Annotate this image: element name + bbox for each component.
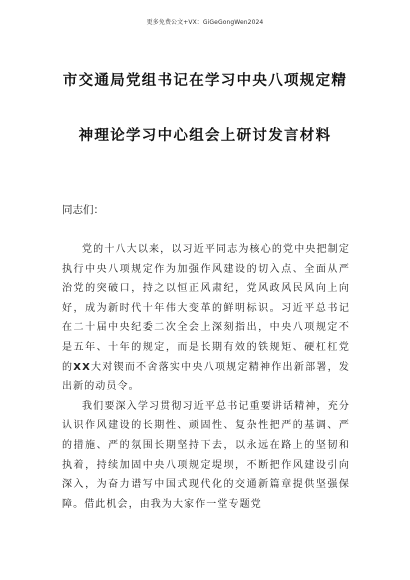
paragraph-2-text-a: 我们要深入学习贯彻习近平总书记重要讲话精神，充分认识作风建设的长期性、顽固性、复杂性把严的基调、严的措施、严的氛围长期坚持下去，以永远在路上的坚韧和执着，持续加固中央八项规定堤坝，不断把作风建设引向深入，为奋力谱写中国式现代化的交通新篇章提供坚强保障。借此机会，由我为大家作一堂专题党 xyxy=(62,400,350,510)
body-text xyxy=(62,240,350,514)
paragraph-1-text-b: 大对锲而不舍落实中央八项规定精神作出新部署，发出新的动员令。 xyxy=(62,361,350,393)
salutation: 同志们： xyxy=(62,204,104,216)
paragraph-1 xyxy=(62,240,350,397)
document-title-line-1: 市交通局党组书记在学习中央八项规定精 xyxy=(62,73,348,89)
paragraph-2 xyxy=(62,397,350,515)
header-note: 更多免费公文+VX：GiGeGongWen2024 xyxy=(146,19,264,26)
paragraph-1-bold: XX xyxy=(73,361,91,373)
paragraph-1-text-a: 党的十八大以来，以习近平同志为核心的党中央把制定执行中央八项规定作为加强作风建设的切入点、全面从严治党的突破口，持之以恒正风肃纪，党风政风民风向上向好，成为新时代十年伟大变革的鲜明标识。习近平总书记在二十届中央纪委二次全会上深刻指出，中央八项规定不是五年、十年的规定，而是长期有效的铁规矩、硬杠杠党的 xyxy=(62,244,350,373)
document-title-line-2: 神理论学习中心组会上研讨发言材料 xyxy=(78,128,332,144)
